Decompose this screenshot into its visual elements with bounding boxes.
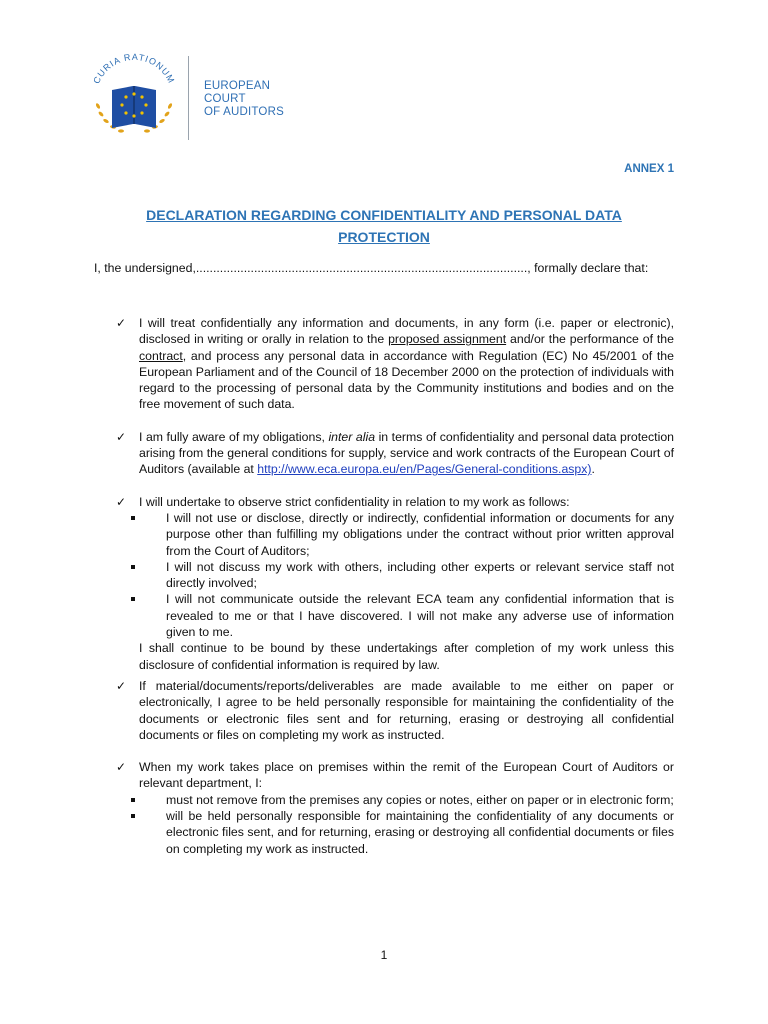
item-text: When my work takes place on premises within the remit of the European Court of Auditors or relevant department, I: xyxy=(139,760,674,791)
item-text: I am fully aware of my obligations, xyxy=(139,429,329,444)
title-line: PROTECTION xyxy=(338,229,430,245)
svg-text:CURIA RATIONUM xyxy=(91,52,177,85)
declaration-item xyxy=(94,494,674,673)
item-text: If material/documents/reports/deliverables are made available to me either on paper or electronically, I agree to be held personally responsible for maintaining the confidentiality of the documents or electronic files sent and for returning, erasing or destroying all confidential documents or files on completing my work as instructed. xyxy=(139,678,674,742)
checkmark-icon: ✓ xyxy=(116,316,127,330)
annex-label: ANNEX 1 xyxy=(624,163,674,175)
intro-declaration: I, the undersigned,................................................................................................., formally declare that: xyxy=(94,261,649,275)
underlined-term: contract xyxy=(139,348,183,363)
logo-motto: CURIA RATIONUM xyxy=(91,52,177,86)
logo-divider xyxy=(188,56,189,140)
declaration-item xyxy=(94,429,674,478)
bullet-square-icon xyxy=(131,798,135,802)
eca-logo xyxy=(84,52,294,144)
bullet-square-icon xyxy=(131,597,135,601)
page-number: 1 xyxy=(380,948,388,962)
item-text: and/or the performance of the xyxy=(506,332,674,347)
sub-item xyxy=(94,792,674,808)
item-text: in terms of confidentiality and personal data protection arising from the general conditions for supply, service and work contracts of the European Court of Auditors (available at xyxy=(139,429,674,477)
logo-org-name xyxy=(204,80,284,119)
sub-item xyxy=(94,510,674,559)
item-closing-text: I shall continue to be bound by these undertakings after completion of my work unless this disclosure of confidential information is required by law. xyxy=(139,641,674,672)
sub-item xyxy=(94,591,674,640)
item-text: I will treat confidentially any information and documents, in any form (i.e. paper or electronic), disclosed in writing or orally in relation to the xyxy=(139,316,674,347)
declaration-items xyxy=(94,315,674,857)
declaration-item xyxy=(94,315,674,413)
checkmark-icon: ✓ xyxy=(116,678,127,693)
item-text: , and process any personal data in accordance with Regulation (EC) No 45/2001 of the European Parliament and of the Council of 18 December 2000 on the protection of individuals with regard to the processing of personal data by the Community institutions and bodies and on the free movement of such data. xyxy=(139,348,674,412)
underlined-term: proposed assignment xyxy=(388,332,507,347)
logo-org-line: COURT xyxy=(204,93,246,105)
logo-emblem-icon xyxy=(84,52,184,144)
sub-item xyxy=(94,559,674,592)
sub-item-text: will be held personally responsible for maintaining the confidentiality of any documents or electronic files sent, and for returning, erasing or destroying all confidential documents or files on completing my work as instructed. xyxy=(166,809,674,856)
sub-item-text: I will not communicate outside the relevant ECA team any confidential information that is revealed to me or that I have discovered. I will not make any adverse use of information given to me. xyxy=(166,592,674,640)
sub-item xyxy=(94,808,674,857)
declaration-item xyxy=(94,678,674,743)
bullet-square-icon xyxy=(131,814,135,818)
italic-term: inter alia xyxy=(328,429,376,444)
title-line: DECLARATION REGARDING CONFIDENTIALITY AND PERSONAL DATA xyxy=(146,207,622,223)
sub-item-text: I will not discuss my work with others, including other experts or relevant service staff not directly involved; xyxy=(166,559,674,591)
item-text: I will undertake to observe strict confidentiality in relation to my work as follows: xyxy=(139,494,570,509)
logo-org-line: EUROPEAN xyxy=(204,80,271,92)
document-title xyxy=(94,204,674,248)
declaration-item xyxy=(94,759,674,857)
checkmark-icon: ✓ xyxy=(116,494,127,509)
bullet-square-icon xyxy=(131,516,135,520)
checkmark-icon: ✓ xyxy=(116,760,127,775)
bullet-square-icon xyxy=(131,565,135,569)
item-text: . xyxy=(591,462,595,477)
general-conditions-link[interactable]: http://www.eca.europa.eu/en/Pages/General-conditions.aspx) xyxy=(257,462,592,477)
sub-item-text: must not remove from the premises any copies or notes, either on paper or in electronic form; xyxy=(166,792,674,807)
sub-item-text: I will not use or disclose, directly or indirectly, confidential information or documents for any purpose other than fulfilling my obligations under the contract without prior written approval from the Court of Auditors; xyxy=(166,510,674,558)
logo-org-line: OF AUDITORS xyxy=(204,106,284,118)
checkmark-icon: ✓ xyxy=(116,429,127,444)
